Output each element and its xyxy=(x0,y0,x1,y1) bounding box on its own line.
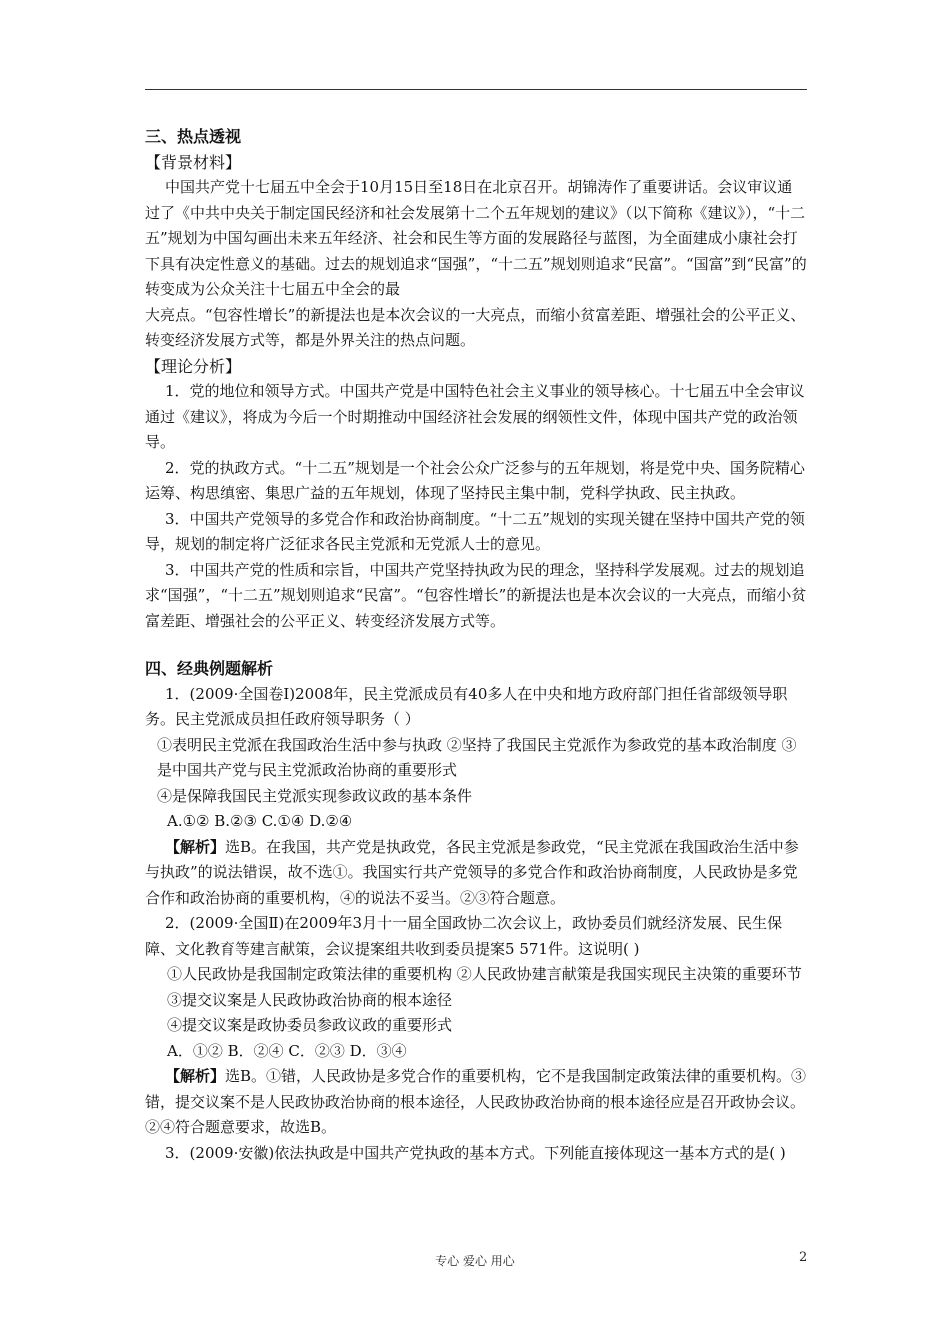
analysis-text: 选B。在我国，共产党是执政党，各民主党派是参政党，“民主党派在我国政治生活中参与执政”的说法错误，故不选①。我国实行共产党领导的多党合作和政治协商制度，人民政协是多党合作和政治协商的重要机构，④的说法不妥当。②③符合题意。 xyxy=(145,837,799,907)
analysis-label: 【解析】 xyxy=(165,837,226,856)
footer-text: 专心 爱心 用心 xyxy=(435,1254,515,1268)
page-number: 2 xyxy=(799,1250,808,1265)
analysis-text: 选B。①错，人民政协是多党合作的重要机构，它不是我国制定政策法律的重要机构。③错，提交议案不是人民政协政治协商的根本途径，人民政协政治协商的根本途径应是召开政协会议。②④符合题意要求，故选B。 xyxy=(145,1067,807,1136)
page-content xyxy=(145,124,807,1166)
question-1-choices: A.①② B.②③ C.①④ D.②④ xyxy=(167,812,353,830)
background-paragraph: 中国共产党十七届五中全会于10月15日至18日在北京召开。胡锦涛作了重要讲话。会议审议通过了《中共中央关于制定国民经济和社会发展第十二个五年规划的建议》（以下简称《建议》），“十二五”规划为中国勾画出未来五年经济、社会和民生等方面的发展路径与蓝图，为全面建成小康社会打下具有决定性意义的基础。过去的规划追求“国强”，“十二五”规划则追求“民富”。“国富”到“民富”的转变成为公众关注十七届五中全会的最 xyxy=(145,178,807,298)
question-1-stem: 1．(2009·全国卷Ⅰ)2008年，民主党派成员有40多人在中央和地方政府部门担任省部级领导职务。民主党派成员担任政府领导职务（ ） xyxy=(145,684,788,728)
section-gap xyxy=(145,634,807,656)
theory-item: 2．党的执政方式。“十二五”规划是一个社会公众广泛参与的五年规划，将是党中央、国务院精心运筹、构思缜密、集思广益的五年规划，体现了坚持民主集中制，党科学执政、民主执政。 xyxy=(145,458,805,502)
question-1-options: ①表明民主党派在我国政治生活中参与执政 ②坚持了我国民主党派作为参政党的基本政治制度 ③是中国共产党与民主党派政治协商的重要形式 xyxy=(157,735,797,779)
section-4-title: 四、经典例题解析 xyxy=(145,659,274,678)
question-1-option-4: ④是保障我国民主党派实现参政议政的基本条件 xyxy=(157,786,473,805)
question-2-analysis xyxy=(145,1064,807,1141)
question-2-stem: 2．(2009·全国Ⅱ)在2009年3月十一届全国政协二次会议上，政协委员们就经济发展、民生保障、文化教育等建言献策，会议提案组共收到委员提案5 571件。这说明( ) xyxy=(145,914,783,958)
theory-item: 3．中国共产党的性质和宗旨，中国共产党坚持执政为民的理念，坚持科学发展观。过去的规划追求“国强”，“十二五”规划则追求“民富”。“包容性增长”的新提法也是本次会议的一大亮点，而缩小贫富差距、增强社会的公平正义、转变经济发展方式等。 xyxy=(145,560,807,630)
question-2-options: ①人民政协是我国制定政策法律的重要机构 ②人民政协建言献策是我国实现民主决策的重要环节 ③提交议案是人民政协政治协商的根本途径 xyxy=(167,965,802,1009)
question-2-choices: A．①② B．②④ C．②③ D．③④ xyxy=(167,1041,407,1060)
question-3-stem: 3．(2009·安徽)依法执政是中国共产党执政的基本方式。下列能直接体现这一基本方式的是( ) xyxy=(165,1143,786,1162)
question-1-analysis xyxy=(145,835,807,912)
header-rule xyxy=(145,89,807,90)
analysis-label: 【解析】 xyxy=(165,1067,226,1085)
section-3-title: 三、热点透视 xyxy=(145,127,242,146)
background-label: 【背景材料】 xyxy=(145,152,242,172)
background-paragraph-continued: 大亮点。“包容性增长”的新提法也是本次会议的一大亮点，而缩小贫富差距、增强社会的公平正义、转变经济发展方式等，都是外界关注的热点问题。 xyxy=(145,305,806,349)
question-2-option-4: ④提交议案是政协委员参政议政的重要形式 xyxy=(167,1016,453,1034)
theory-item: 3．中国共产党领导的多党合作和政治协商制度。“十二五”规划的实现关键在坚持中国共产党的领导，规划的制定将广泛征求各民主党派和无党派人士的意见。 xyxy=(145,509,805,553)
theory-item: 1．党的地位和领导方式。中国共产党是中国特色社会主义事业的领导核心。十七届五中全会审议通过《建议》，将成为今后一个时期推动中国经济社会发展的纲领性文件，体现中国共产党的政治领导。 xyxy=(145,382,805,451)
theory-label: 【理论分析】 xyxy=(145,356,242,376)
